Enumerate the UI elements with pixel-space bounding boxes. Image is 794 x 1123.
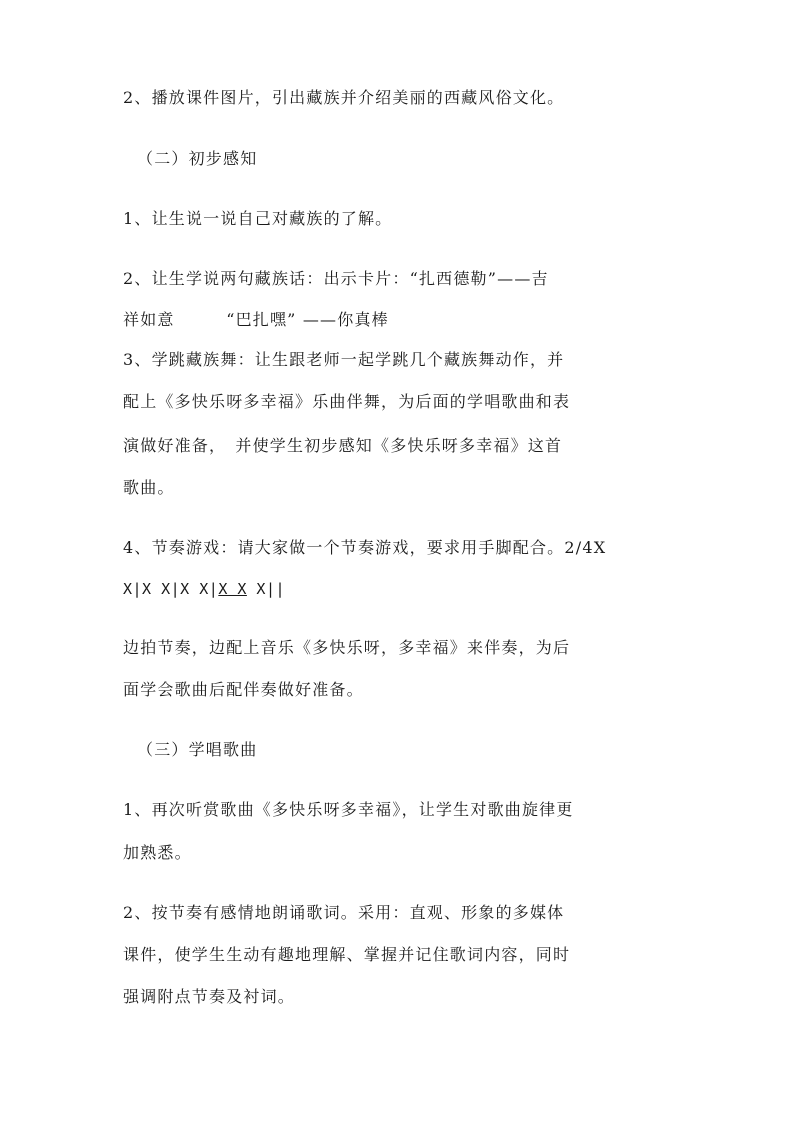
rhythm-notation-part1: X|X X|X X|	[123, 580, 219, 598]
paragraph-step-1-listen-line1: 1、再次听赏歌曲《多快乐呀多幸福》，让学生对歌曲旋律更	[123, 800, 574, 819]
rhythm-notation-underlined: X X	[218, 580, 247, 598]
paragraph-step-2-recite-line2: 课件，使学生生动有趣地理解、掌握并记住歌词内容，同时	[123, 945, 571, 964]
paragraph-step-4-rhythm-line1: 4、节奏游戏：请大家做一个节奏游戏，要求用手脚配合。2/4X	[123, 538, 607, 557]
paragraph-step-3-dance-line3: 演做好准备， 并使学生初步感知《多快乐呀多幸福》这首	[123, 436, 563, 455]
paragraph-step-3-dance-line2: 配上《多快乐呀多幸福》乐曲伴舞，为后面的学唱歌曲和表	[123, 392, 571, 411]
paragraph-step-2-recite-line3: 强调附点节奏及衬词。	[123, 987, 296, 1006]
section-heading-learn-song: （三）学唱歌曲	[137, 740, 258, 759]
paragraph-step-2-recite-line1: 2、按节奏有感情地朗诵歌词。采用：直观、形象的多媒体	[123, 903, 565, 922]
paragraph-step-1-discuss: 1、让生说一说自己对藏族的了解。	[123, 209, 393, 228]
paragraph-step-2-intro: 2、播放课件图片，引出藏族并介绍美丽的西藏风俗文化。	[123, 88, 565, 107]
paragraph-step-3-dance-line4: 歌曲。	[123, 478, 175, 497]
paragraph-step-2-tibetan-words-line2: 祥如意 “巴扎嘿” ——你真棒	[123, 310, 389, 329]
paragraph-step-3-dance-line1: 3、学跳藏族舞：让生跟老师一起学跳几个藏族舞动作，并	[123, 350, 565, 369]
rhythm-notation	[123, 579, 285, 599]
rhythm-notation-part3: X||	[246, 580, 286, 598]
paragraph-step-1-listen-line2: 加熟悉。	[123, 843, 192, 862]
section-heading-initial-perception: （二）初步感知	[137, 149, 258, 168]
paragraph-rhythm-accompany-line2: 面学会歌曲后配伴奏做好准备。	[123, 680, 364, 699]
paragraph-rhythm-accompany-line1: 边拍节奏，边配上音乐《多快乐呀，多幸福》来伴奏，为后	[123, 638, 571, 657]
paragraph-step-2-tibetan-words-line1: 2、让生学说两句藏族话：出示卡片：“扎西德勒”——吉	[123, 269, 549, 288]
